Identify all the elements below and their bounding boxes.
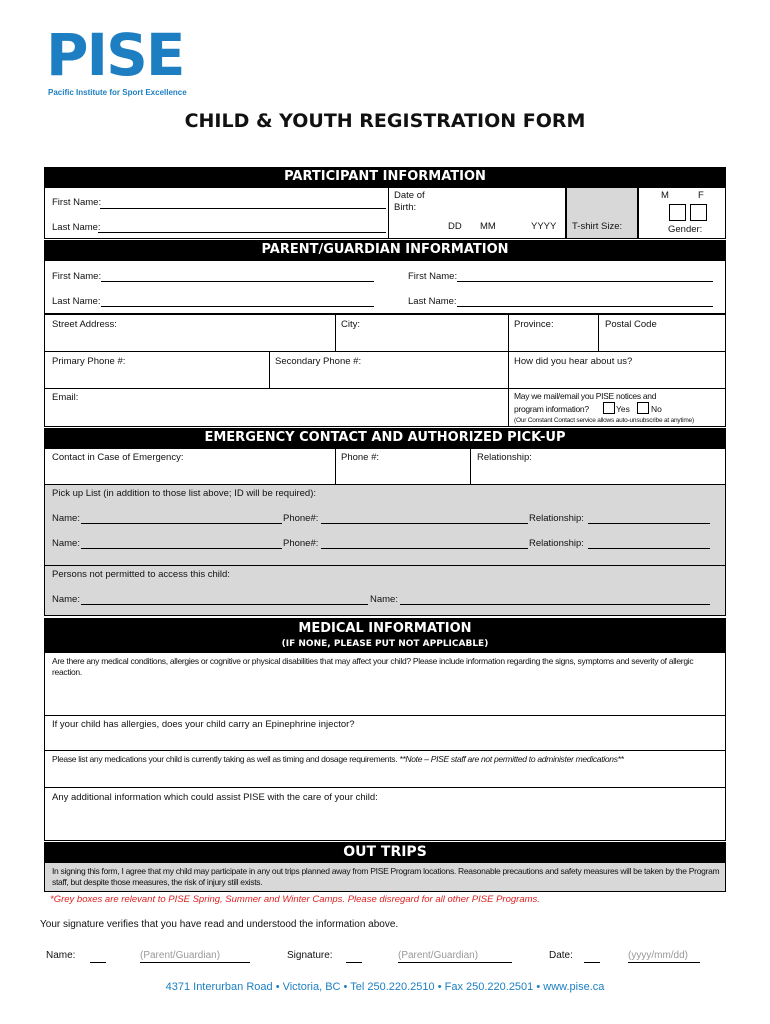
postal-code-label: Postal Code — [605, 319, 657, 330]
yyyy-label: YYYY — [531, 221, 557, 232]
constant-contact-note: (Our Constant Contact service allows auto-unsubscribe at anytime) — [514, 417, 694, 424]
email-label: Email: — [52, 392, 79, 403]
medical-header: MEDICAL INFORMATION — [298, 621, 472, 636]
gender-label: Gender: — [668, 224, 703, 235]
not-permitted1-name-field[interactable] — [81, 604, 368, 605]
parent2-first-name-field[interactable] — [457, 281, 713, 282]
parent1-first-name-field[interactable] — [101, 281, 374, 282]
mm-label: MM — [480, 221, 496, 232]
pickup2-relationship-label: Relationship: — [529, 538, 584, 549]
pickup1-relationship-field[interactable] — [588, 523, 710, 524]
pickup2-phone-label: Phone#: — [283, 538, 319, 549]
email-field[interactable] — [44, 388, 509, 427]
pickup2-name-field[interactable] — [81, 548, 282, 549]
not-permitted2-name-field[interactable] — [400, 604, 710, 605]
medical-conditions-question: Are there any medical conditions, allergies or cognitive or physical disabilities that may affect your child? Please include information regarding the signs, symptoms and severity of allergic reaction. — [52, 656, 694, 677]
signature-verify-text: Your signature verifies that you have read and understood the information above. — [40, 919, 399, 930]
not-permitted-label: Persons not permitted to access this child: — [52, 569, 230, 580]
medications-question-text: Please list any medications your child is currently taking as well as timing and dosage requirements. — [52, 754, 398, 764]
participant-first-name-field[interactable] — [100, 208, 386, 209]
pickup1-name-label: Name: — [52, 513, 80, 524]
epinephrine-question: If your child has allergies, does your child carry an Epinephrine injector? — [52, 719, 355, 730]
consent-no-label: No — [651, 404, 662, 414]
parent1-first-name-label: First Name: — [52, 271, 102, 282]
may-email-label: May we mail/email you PISE notices and — [514, 391, 657, 401]
not-permitted2-name-label: Name: — [370, 594, 398, 605]
program-info-label: program information? — [514, 404, 589, 414]
primary-phone-label: Primary Phone #: — [52, 356, 126, 367]
medical-subheader: (IF NONE, PLEASE PUT NOT APPLICABLE) — [281, 639, 489, 649]
parent-header: PARENT/GUARDIAN INFORMATION — [44, 240, 726, 260]
medications-question — [52, 754, 624, 764]
parent1-last-name-label: Last Name: — [52, 296, 101, 307]
gender-m-checkbox[interactable] — [669, 204, 686, 221]
gender-m-label: M — [661, 190, 669, 201]
consent-yes-label: Yes — [616, 404, 630, 414]
logo-subtitle: Pacific Institute for Sport Excellence — [48, 88, 187, 97]
emergency-contact-label: Contact in Case of Emergency: — [52, 452, 184, 463]
pickup1-phone-label: Phone#: — [283, 513, 319, 524]
date-placeholder: (yyyy/mm/dd) — [628, 950, 688, 961]
city-field[interactable] — [335, 314, 509, 352]
tshirt-size-label: T-shirt Size: — [572, 221, 623, 232]
parent2-last-name-field[interactable] — [457, 306, 713, 307]
dob-label: Date of Birth: — [394, 190, 425, 213]
pickup2-name-label: Name: — [52, 538, 80, 549]
emergency-relationship-label: Relationship: — [477, 452, 532, 463]
consent-yes-checkbox[interactable] — [603, 402, 615, 414]
medications-note: **Note – PISE staff are not permitted to administer medications** — [399, 754, 624, 764]
signature-name-placeholder: (Parent/Guardian) — [140, 950, 221, 961]
signature-name-label: Name: — [46, 950, 76, 961]
gender-f-checkbox[interactable] — [690, 204, 707, 221]
pise-logo: PISE — [46, 21, 184, 89]
province-label: Province: — [514, 319, 554, 330]
not-permitted1-name-label: Name: — [52, 594, 80, 605]
signature-label: Signature: — [287, 950, 333, 961]
pickup1-relationship-label: Relationship: — [529, 513, 584, 524]
signature-field-stub — [346, 962, 362, 963]
date-field[interactable] — [628, 962, 700, 963]
pickup1-phone-field[interactable] — [321, 523, 528, 524]
gender-f-label: F — [698, 190, 704, 201]
consent-no-checkbox[interactable] — [637, 402, 649, 414]
participant-last-name-field[interactable] — [98, 232, 386, 233]
signature-placeholder: (Parent/Guardian) — [398, 950, 479, 961]
parent2-first-name-label: First Name: — [408, 271, 458, 282]
pickup2-relationship-field[interactable] — [588, 548, 710, 549]
city-label: City: — [341, 319, 360, 330]
date-label: Date: — [549, 950, 573, 961]
emergency-header: EMERGENCY CONTACT AND AUTHORIZED PICK-UP — [44, 428, 726, 448]
footer-address: 4371 Interurban Road • Victoria, BC • Tel 250.220.2510 • Fax 250.220.2501 • www.pise.ca — [165, 981, 605, 993]
signature-name-field-stub — [90, 962, 106, 963]
participant-header: PARTICIPANT INFORMATION — [44, 167, 726, 187]
secondary-phone-label: Secondary Phone #: — [275, 356, 362, 367]
date-field-stub — [584, 962, 600, 963]
parent1-last-name-field[interactable] — [101, 306, 374, 307]
signature-field[interactable] — [398, 962, 512, 963]
grey-boxes-note: *Grey boxes are relevant to PISE Spring, Summer and Winter Camps. Please disregard for all other PISE Programs. — [50, 894, 540, 905]
outtrips-text: In signing this form, I agree that my child may participate in any out trips planned away from PISE Program locations. Reasonable precautions and safety measures will be taken by the Program staff, but despite those measures, the risk of injury still exists. — [52, 866, 720, 887]
pickup1-name-field[interactable] — [81, 523, 282, 524]
pickup-list-label: Pick up List (in addition to those list above; ID will be required): — [52, 488, 317, 499]
participant-first-name-label: First Name: — [52, 197, 102, 208]
hear-about-us-label: How did you hear about us? — [514, 356, 633, 367]
dd-label: DD — [448, 221, 462, 232]
outtrips-header: OUT TRIPS — [44, 842, 726, 862]
emergency-phone-label: Phone #: — [341, 452, 380, 463]
parent2-last-name-label: Last Name: — [408, 296, 457, 307]
additional-info-question: Any additional information which could assist PISE with the care of your child: — [52, 792, 378, 803]
signature-name-field[interactable] — [140, 962, 250, 963]
street-address-label: Street Address: — [52, 319, 117, 330]
medical-header-bar — [44, 618, 726, 652]
form-title: CHILD & YOUTH REGISTRATION FORM — [184, 110, 586, 132]
pickup2-phone-field[interactable] — [321, 548, 528, 549]
participant-last-name-label: Last Name: — [52, 222, 101, 233]
